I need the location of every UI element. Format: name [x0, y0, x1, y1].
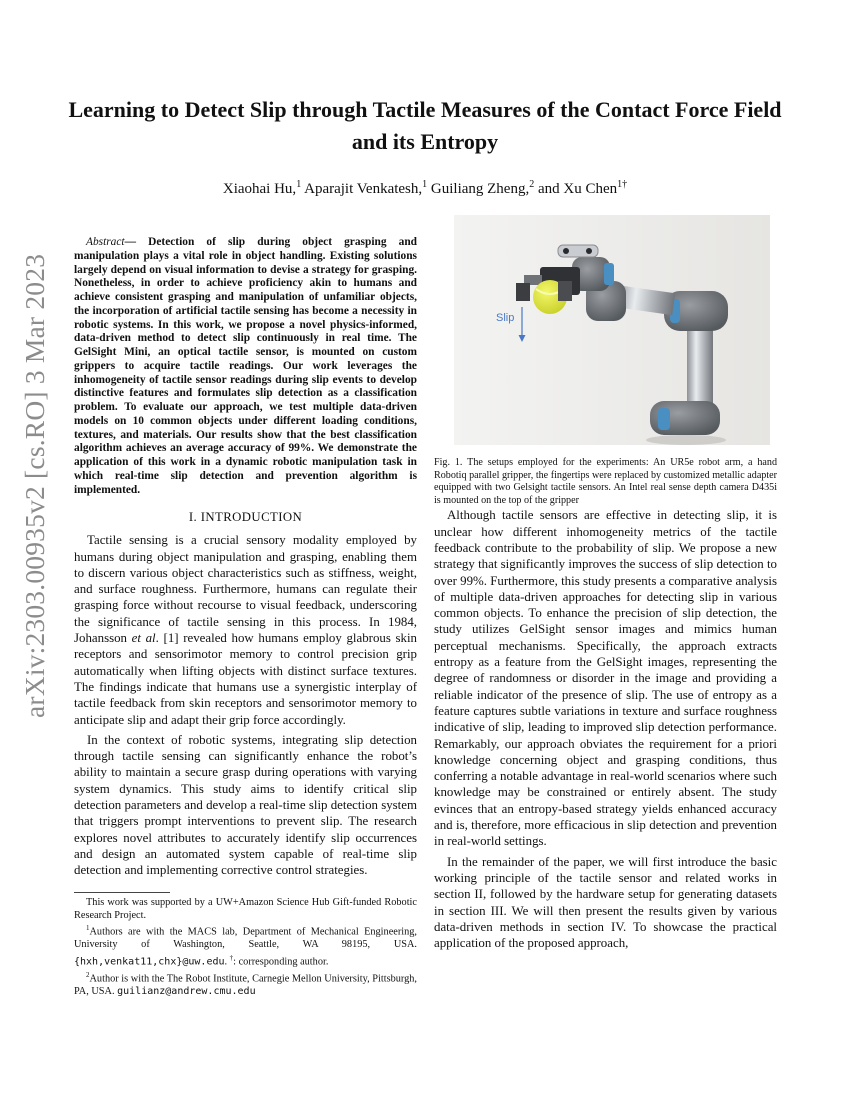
- footnote-aff2-text: Author is with the The Robot Institute, Carnegie Mellon University, Pittsburgh, PA, USA.: [74, 973, 417, 997]
- footnote-support: This work was supported by a UW+Amazon Science Hub Gift-funded Robotic Research Project.: [74, 897, 417, 921]
- right-paragraph-1: Although tactile sensors are effective in detecting slip, it is unclear how different inhomogeneity metrics of the tactile feedback contribute to the probability of slip. We propose a new strategy that significantly improves the success of slip detection to over 99%. Furthermore, this study presents a comparative analysis of multiple data-driven approaches for detecting slip in various common objects. To enhance the precision of slip detection, the study utilizes GelSight sensor images and mimics human perceptual mechanisms. Specifically, the approach extracts entropy as a feature from the GelSight images, representing the degree of randomness or disorder in the image and providing a reliable indicator of the presence of slip. The use of entropy as a feature captures subtle variations in texture and surface roughness indicative of slip, leading to improved slip detection performance. Remarkably, our approach obviates the requirement for a priori knowledge concerning object and grasping conditions, thus conferring a notable advantage in real-world scenarios where such knowledge may be constrained or entirely absent. The study evinces that an entropy-based strategy yields enhanced accuracy and is, therefore, more efficacious in slip detection and prevention in real-world settings.: [434, 508, 777, 849]
- author-affiliation: 2: [529, 179, 535, 190]
- intro-p1-part-b: . [1] revealed how humans employ glabrous skin receptors and sensorimotor memory to control precision grip automatically when lifting objects with distinct surface textures. The findings indicate that humans use a synergistic interplay of tactile feedback from skin receptors and sensorimotor memory to anticipate slip and adapt their grip force accordingly.: [74, 631, 417, 727]
- intro-paragraph-2: In the context of robotic systems, integrating slip detection through tactile sensing can significantly enhance the robot’s ability to maintain a secure grasp during operations with varying system dynamics. This study aims to identify critical slip detection parameters and develop a real-time slip detection system that triggers prompt interventions to prevent slip. The research explores novel attributes to accurately identify slip occurrences and design an automated system capable of real-time slip detection and implementing corrective control strategies.: [74, 732, 417, 878]
- author-affiliation: 1†: [617, 179, 628, 190]
- paper-title: Learning to Detect Slip through Tactile Measures of the Contact Force Field and its Entropy: [68, 97, 782, 154]
- footnote-rule: [74, 892, 170, 893]
- robot-arm-illustration: [454, 215, 770, 445]
- camera-lens-left: [563, 248, 569, 254]
- section-heading-introduction: I. INTRODUCTION: [188, 510, 303, 525]
- footnote-mark: 1: [86, 924, 90, 933]
- author-affiliation: 1: [296, 179, 302, 190]
- wrist-joint-cap: [604, 263, 614, 285]
- intro-p1-part-a: Tactile sensing is a crucial sensory modality employed by humans during object manipulation and grasping, enabling them to discern various object characteristics such as stiffness, weight, and surface roughness. Furthermore, humans can regulate their grasping force without recourse to visual feedback, underscoring the significance of tactile sensing in this process. In 1984, Johansson: [74, 533, 417, 646]
- gripper-fingertip: [516, 283, 530, 301]
- arxiv-identifier: arXiv:2303.00935v2 [cs.RO] 3 Mar 2023: [19, 253, 50, 719]
- footnote-aff1-text: Authors are with the MACS lab, Department of Mechanical Engineering, University of Washington, Seattle, WA 98195, USA.: [74, 926, 417, 951]
- footnote-mark: †: [229, 953, 234, 962]
- author-name: Xiaohai Hu,: [222, 181, 297, 197]
- author-list: [60, 174, 790, 200]
- abstract: [74, 236, 417, 497]
- author-affiliation: 1: [422, 179, 428, 190]
- figure-robot-setup: [454, 215, 770, 445]
- intro-paragraph-1: [74, 532, 417, 728]
- author-name: Aparajit Venkatesh,: [304, 181, 423, 197]
- lower-arm-tube: [687, 323, 713, 411]
- email-address: {hxh,venkat11,chx}@uw.edu: [74, 956, 225, 968]
- gelsight-sensor: [558, 281, 572, 301]
- footnote-affiliation-1: $^1$Authors are with the MACS lab, Department of Mechanical Engineering, University of Washington, Seattle, WA 98195, USA. {hxh,venkat11,chx}@uw.edu. †: corresponding author.: [74, 924, 417, 968]
- right-paragraph-2: In the remainder of the paper, we will first introduce the basic working principle of the tactile sensor and related works in section II, followed by the hardware setup for generating datasets in section III. We will then present the results given by various data-driven methods in section IV. To showcase the practical application of the proposed approach,: [434, 854, 777, 951]
- footnote-affiliation-2: [74, 969, 417, 998]
- abstract-text: — Detection of slip during object grasping and manipulation plays a vital role in object handling. Existing solutions largely depend on visual information to devise a strategy for grasping. Nonetheless, in order to achieve proficiency akin to humans and achieve consistent grasping and manipulation of unfamiliar objects, the incorporation of artificial tactile sensing has become a necessity in robotic systems. In this work, we propose a novel physics-informed, data-driven method to detect slip continuously in real time. The GelSight Mini, an optical tactile sensor, is mounted on custom grippers to acquire tactile readings. Our work leverages the inhomogeneity of tactile sensor readings during slip events to develop distinctive features and formulates slip detection as a classification problem. To evaluate our approach, we test multiple data-driven models on 10 common objects under different loading conditions, textures, and materials. Our results show that the best classification algorithm achieves an average accuracy of 99%. We demonstrate the application of this work in a dynamic robotic manipulation task in which real-time slip detection and prevention algorithm is implemented.: [74, 236, 417, 496]
- base-shadow: [646, 435, 726, 445]
- figure-caption: Fig. 1. The setups employed for the experiments: An UR5e robot arm, a hand Robotiq parallel gripper, the fingertips were replaced by customized metallic adapter equipped with two Gelsight tactile sensors. An Intel real sense depth camera D435i is mounted on the top of the gripper: [434, 457, 777, 506]
- left-column: [74, 236, 417, 998]
- intro-p1-etal: et al: [131, 631, 156, 646]
- base-joint-cap: [658, 408, 670, 430]
- right-column: [434, 215, 777, 955]
- footnote-mark: 2: [86, 970, 90, 979]
- camera-lens-right: [586, 248, 592, 254]
- footnote-corresponding: : corresponding author.: [233, 956, 329, 968]
- author-name: and Xu Chen: [537, 181, 618, 197]
- abstract-label: Abstract: [86, 236, 125, 248]
- email-address: guilianz@andrew.cmu.edu: [117, 985, 256, 997]
- figure-background: [454, 215, 770, 445]
- author-name: Guiliang Zheng,: [430, 181, 530, 197]
- slip-label: Slip: [496, 312, 515, 324]
